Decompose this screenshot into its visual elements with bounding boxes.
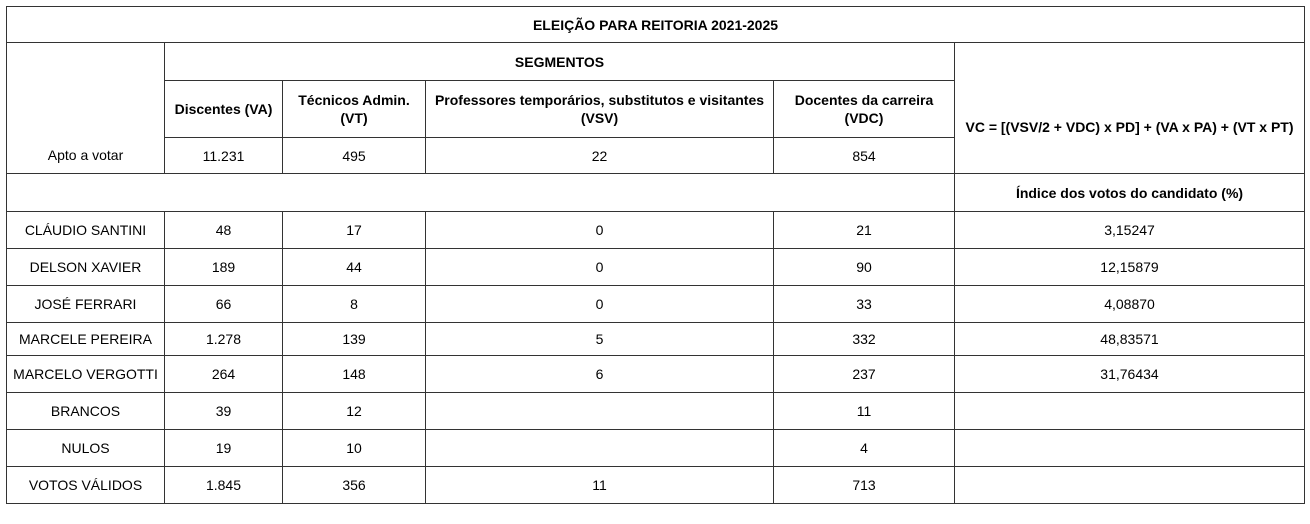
apto-label: Apto a votar <box>7 138 165 174</box>
cell-va: 39 <box>165 393 283 430</box>
cell-va: 66 <box>165 286 283 323</box>
cell-vdc: 90 <box>774 249 955 286</box>
segments-header: SEGMENTOS <box>165 43 955 81</box>
candidate-name: NULOS <box>7 430 165 467</box>
apto-va: 11.231 <box>165 138 283 174</box>
cell-vdc: 11 <box>774 393 955 430</box>
cell-vt: 10 <box>283 430 426 467</box>
table-row <box>7 286 1305 323</box>
formula-header: VC = [(VSV/2 + VDC) x PD] + (VA x PA) + (VT x PT) <box>955 81 1305 174</box>
cell-vsv <box>426 430 774 467</box>
table-row <box>7 356 1305 393</box>
cell-index <box>955 430 1305 467</box>
cell-vsv: 0 <box>426 212 774 249</box>
cell-vt: 17 <box>283 212 426 249</box>
apto-vdc: 854 <box>774 138 955 174</box>
candidate-name: BRANCOS <box>7 393 165 430</box>
cell-vt: 12 <box>283 393 426 430</box>
cell-va: 264 <box>165 356 283 393</box>
cell-vdc: 332 <box>774 323 955 356</box>
table-row <box>7 212 1305 249</box>
candidate-name: MARCELE PEREIRA <box>7 323 165 356</box>
cell-vdc: 33 <box>774 286 955 323</box>
cell-vsv: 6 <box>426 356 774 393</box>
cell-vt: 8 <box>283 286 426 323</box>
cell-index: 4,08870 <box>955 286 1305 323</box>
empty-formula-top-cell <box>955 43 1305 81</box>
cell-vt: 44 <box>283 249 426 286</box>
cell-va: 189 <box>165 249 283 286</box>
cell-vt: 356 <box>283 467 426 504</box>
empty-index-spacer <box>7 174 955 212</box>
table-row <box>7 393 1305 430</box>
empty-corner-cell <box>7 43 165 138</box>
cell-vdc: 713 <box>774 467 955 504</box>
index-header: Índice dos votos do candidato (%) <box>955 174 1305 212</box>
cell-vdc: 237 <box>774 356 955 393</box>
cell-index: 48,83571 <box>955 323 1305 356</box>
cell-va: 1.845 <box>165 467 283 504</box>
cell-index: 31,76434 <box>955 356 1305 393</box>
header-docentes: Docentes da carreira (VDC) <box>774 81 955 138</box>
header-tecnicos: Técnicos Admin. (VT) <box>283 81 426 138</box>
apto-vsv: 22 <box>426 138 774 174</box>
cell-index <box>955 393 1305 430</box>
cell-index: 12,15879 <box>955 249 1305 286</box>
candidate-name: VOTOS VÁLIDOS <box>7 467 165 504</box>
cell-va: 1.278 <box>165 323 283 356</box>
cell-vsv: 0 <box>426 249 774 286</box>
cell-index <box>955 467 1305 504</box>
apto-vt: 495 <box>283 138 426 174</box>
candidate-name: CLÁUDIO SANTINI <box>7 212 165 249</box>
candidate-name: JOSÉ FERRARI <box>7 286 165 323</box>
cell-index: 3,15247 <box>955 212 1305 249</box>
cell-vdc: 4 <box>774 430 955 467</box>
header-professores: Professores temporários, substitutos e visitantes (VSV) <box>426 81 774 138</box>
cell-vsv: 11 <box>426 467 774 504</box>
table-row <box>7 430 1305 467</box>
table-title: ELEIÇÃO PARA REITORIA 2021-2025 <box>7 7 1305 43</box>
candidate-name: MARCELO VERGOTTI <box>7 356 165 393</box>
cell-vsv: 0 <box>426 286 774 323</box>
table-row <box>7 323 1305 356</box>
election-results-table <box>6 6 1305 504</box>
cell-vsv: 5 <box>426 323 774 356</box>
cell-va: 19 <box>165 430 283 467</box>
cell-vdc: 21 <box>774 212 955 249</box>
cell-vsv <box>426 393 774 430</box>
table-row <box>7 467 1305 504</box>
cell-vt: 139 <box>283 323 426 356</box>
cell-va: 48 <box>165 212 283 249</box>
header-discentes: Discentes (VA) <box>165 81 283 138</box>
candidate-name: DELSON XAVIER <box>7 249 165 286</box>
cell-vt: 148 <box>283 356 426 393</box>
table-row <box>7 249 1305 286</box>
